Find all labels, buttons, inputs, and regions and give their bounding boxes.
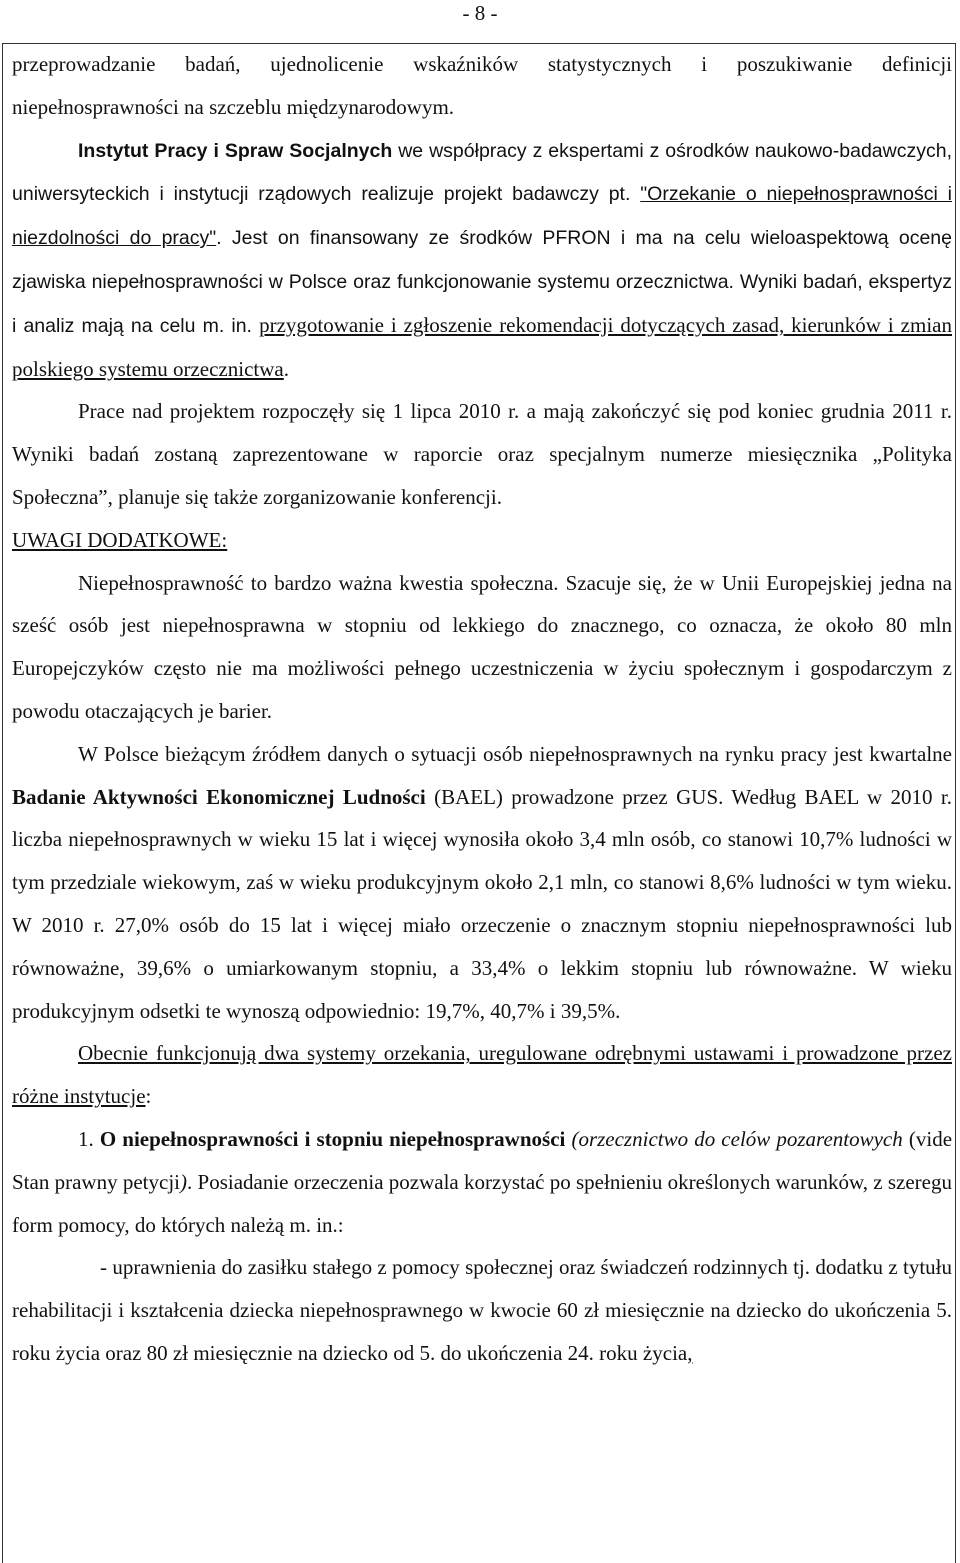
paragraph-2 bbox=[12, 129, 952, 391]
paragraph-4: Niepełnosprawność to bardzo ważna kwestia społeczna. Szacuje się, że w Unii Europejskiej jedna na sześć osób jest niepełnosprawna w stopniu od lekkiego do znacznego, co oznacza, że około 80 mln Europejczyków często nie ma możliwości pełnego uczestniczenia w życiu społecznym i gospodarczym z powodu otaczających je barier. bbox=[12, 570, 952, 723]
paragraph-8 bbox=[12, 1246, 952, 1374]
paragraph-5-text-1: W Polsce bieżącym źródłem danych o sytuacji osób niepełnosprawnych na rynku pracy jest kwartalne bbox=[78, 741, 952, 766]
paragraph-6-underlined: Obecnie funkcjonują dwa systemy orzekania, uregulowane odrębnymi ustawami i prowadzone przez różne instytucje bbox=[12, 1041, 952, 1109]
paragraph-3: Prace nad projektem rozpoczęły się 1 lipca 2010 r. a mają zakończyć się pod koniec grudnia 2011 r. Wyniki badań zostaną zaprezentowane w raporcie oraz specjalnym numerze miesięcznika „Polityka Społeczna”, planuje się także zorganizowanie konferencji. bbox=[12, 399, 952, 509]
paragraph-7-bold: O niepełnosprawności i stopniu niepełnosprawności bbox=[99, 1126, 566, 1151]
paragraph-7-text-2: . Posiadanie orzeczenia pozwala korzystać po spełnieniu określonych warunków, z szeregu form pomocy, do których należą m. in.: bbox=[12, 1169, 952, 1237]
paragraph-7-text-1: (vide Stan prawny petycji bbox=[12, 1126, 953, 1194]
paragraph-5 bbox=[12, 733, 952, 1033]
bael-name: Badanie Aktywności Ekonomicznej Ludności bbox=[12, 784, 426, 809]
institute-name: Instytut Pracy i Spraw Socjalnych bbox=[78, 139, 393, 162]
paragraph-2-underlined: przygotowanie i zgłoszenie rekomendacji dotyczących zasad, kierunków i zmian polskiego systemu orzecznictwa bbox=[12, 312, 952, 381]
paragraph-6-text: : bbox=[145, 1084, 152, 1109]
heading-additional-notes bbox=[12, 519, 952, 562]
paragraph-8-trailing: , bbox=[687, 1340, 693, 1365]
paragraph-7 bbox=[12, 1118, 952, 1246]
paragraph-8-text: - uprawnienia do zasiłku stałego z pomocy społecznej oraz świadczeń rodzinnych tj. dodatku z tytułu rehabilitacji i kształcenia dziecka niepełnosprawnego w kwocie 60 zł miesięcznie na dziecko do ukończenia 5. roku życia oraz 80 zł miesięcznie na dziecko od 5. do ukończenia 24. roku życia bbox=[12, 1255, 952, 1365]
paragraph-6 bbox=[12, 1032, 952, 1118]
paragraph-2-text-3: . bbox=[283, 356, 289, 381]
page-number: - 8 - bbox=[462, 1, 498, 25]
paragraph-1: przeprowadzanie badań, ujednolicenie wskaźników statystycznych i poszukiwanie definicji niepełnosprawności na szczeblu międzynarodowym. bbox=[12, 52, 952, 119]
project-title: "Orzekanie o niepełnosprawności i niezdolności do pracy" bbox=[12, 183, 953, 250]
paragraph-5-text-2: (BAEL) prowadzone przez GUS. Według BAEL w 2010 r. liczba niepełnosprawnych w wieku 15 lat i więcej wynosiła około 3,4 mln osób, co stanowi 10,7% ludności w tym przedziale wiekowym, zaś w wieku produkcyjnym około 2,1 mln, co stanowi 8,6% ludności w tym wieku. W 2010 r. 27,0% osób do 15 lat i więcej miało orzeczenie o znacznym stopniu niepełnosprawności lub równoważne, 39,6% o umiarkowanym stopniu, a 33,4% o lekkim stopniu lub równoważne. W wieku produkcyjnym odsetki te wynoszą odpowiednio: 19,7%, 40,7% i 39,5%. bbox=[12, 784, 952, 1023]
list-number: 1. bbox=[78, 1126, 100, 1151]
paragraph-7-italic: (orzecznictwo do celów pozarentowych bbox=[565, 1126, 903, 1151]
paragraph-2-text-1: we współpracy z ekspertami z ośrodków naukowo-badawczych, uniwersyteckich i instytucji rządowych realizuje projekt badawczy pt. bbox=[12, 139, 952, 206]
heading-text: UWAGI DODATKOWE: bbox=[12, 527, 228, 552]
paragraph-2-text-2: . Jest on finansowany ze środków PFRON i ma na celu wieloaspektową ocenę zjawiska niepełnosprawności w Polsce oraz funkcjonowanie systemu orzecznictwa. Wyniki badań, ekspertyz i analiz mają na celu m. in. bbox=[12, 227, 952, 337]
paragraph-7-italic-2: ) bbox=[180, 1169, 187, 1194]
document-body bbox=[12, 43, 952, 1375]
